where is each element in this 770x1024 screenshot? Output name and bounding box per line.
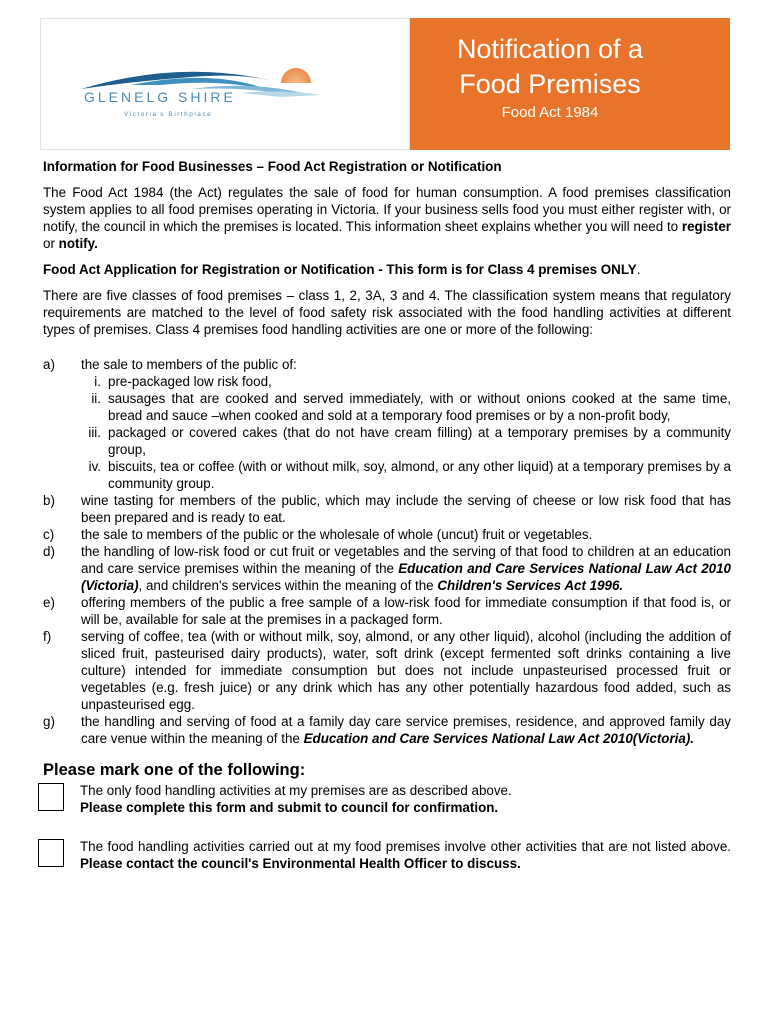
logo-swoosh-icon <box>41 19 411 151</box>
list-item-f: f) serving of coffee, tea (with or without milk, soy, almond, or any other liquid), alcohol (including the addition of sliced fruit, pasteurised dairy products), water, soft drink (except fermented soft drinks containing a live culture) intended for immediate consumption but does not include unpasteurised processed fruit or vegetables (e.g. fresh juice) or any drink which has any other potentially hazardous food added, such as unpasteurised egg. <box>43 629 731 712</box>
option-2-text: The food handling activities carried out at my food premises involve other activities that are not listed above. Please contact the council's Environmental Health Officer to discuss. <box>80 839 731 871</box>
register-word: register <box>681 219 731 234</box>
page-title-line2: Food Premises <box>459 69 641 99</box>
list-subitem: iii. packaged or covered cakes (that do not have cream filling) at a temporary premises by a community group, <box>88 425 731 457</box>
page-title-line1: Notification of a <box>456 34 644 64</box>
option-1-text: The only food handling activities at my premises are as described above. <box>80 783 512 798</box>
list-subitem: iv. biscuits, tea or coffee (with or without milk, soy, almond, or any other liquid) at a temporary premises by a community group. <box>88 459 731 491</box>
list-item-d: d) the handling of low-risk food or cut fruit or vegetables and the serving of that food to children at an education and care service premises within the meaning of the Education and Care Services National Law Act 2010 (Victoria), and children's services within the meaning of the Children's Services Act 1996. <box>43 544 732 593</box>
option-row-1 <box>43 782 731 816</box>
page-subtitle: Food Act 1984 <box>501 104 599 121</box>
list-item-b: b) wine tasting for members of the public, which may include the serving of cheese or low risk food that has been prepared and is ready to eat. <box>43 493 731 525</box>
logo-name: GLENELG SHIRE <box>84 89 236 105</box>
list-item-e: e) offering members of the public a free sample of a low-risk food for immediate consumption if that food is, or will be, available for sale at the premises in a packaged form. <box>43 595 731 627</box>
title-block <box>410 18 730 150</box>
document-body <box>43 158 731 872</box>
notify-word: notify. <box>58 236 98 251</box>
logo <box>40 18 410 150</box>
intro-paragraph: The Food Act 1984 (the Act) regulates the sale of food for human consumption. A food premises classification system applies to all food premises operating in Victoria. If your business sells food you must either register with, or notify, the council in which the premises is located. This information sheet explains whether you will need to register or notify. <box>43 185 731 251</box>
activities-list <box>43 356 731 747</box>
list-item-a: a) the sale to members of the public of: i. pre-packaged low risk food, ii. sausages that are cooked and served immediately, with or without onions cooked at the same time, bread and sauce –when cooked and sold at a temporary food premises or by a non-profit body, iii. packaged or covered cakes (that do not have cream filling) at a temporary premises by a community group, iv. biscuits, tea or coffee (with or without milk, soy, almond, or any other liquid) at a temporary premises by a community group. <box>43 357 731 491</box>
list-item-c: c) the sale to members of the public or the wholesale of whole (uncut) fruit or vegetables. <box>43 527 593 542</box>
logo-tagline: Victoria's Birthplace <box>124 111 213 118</box>
option-2-checkbox[interactable] <box>38 839 64 867</box>
option-2-instruction: Please contact the council's Environmental Health Officer to discuss. <box>80 856 521 871</box>
option-1-checkbox[interactable] <box>38 783 64 811</box>
intro-heading: Information for Food Businesses – Food Act Registration or Notification <box>43 159 502 174</box>
list-subitem: i. pre-packaged low risk food, <box>94 374 272 389</box>
option-1-instruction: Please complete this form and submit to council for confirmation. <box>80 800 499 815</box>
application-heading: Food Act Application for Registration or Notification - This form is for Class 4 premises ONLY. <box>43 262 641 277</box>
application-paragraph: There are five classes of food premises – class 1, 2, 3A, 3 and 4. The classification system means that regulatory requirements are matched to the level of food safety risk associated with the food handling activities at different types of premises. Class 4 premises food handling activities are one or more of the following: <box>43 288 731 337</box>
list-subitem: ii. sausages that are cooked and served immediately, with or without onions cooked at the same time, bread and sauce –when cooked and sold at a temporary food premises or by a non-profit body, <box>91 391 731 423</box>
list-item-g: g) the handling and serving of food at a family day care service premises, residence, and approved family day care venue within the meaning of the Education and Care Services National Law Act 2010(Victoria). <box>43 714 731 746</box>
header-banner <box>40 18 730 150</box>
mark-heading: Please mark one of the following: <box>43 761 306 779</box>
option-row-2 <box>43 838 731 872</box>
